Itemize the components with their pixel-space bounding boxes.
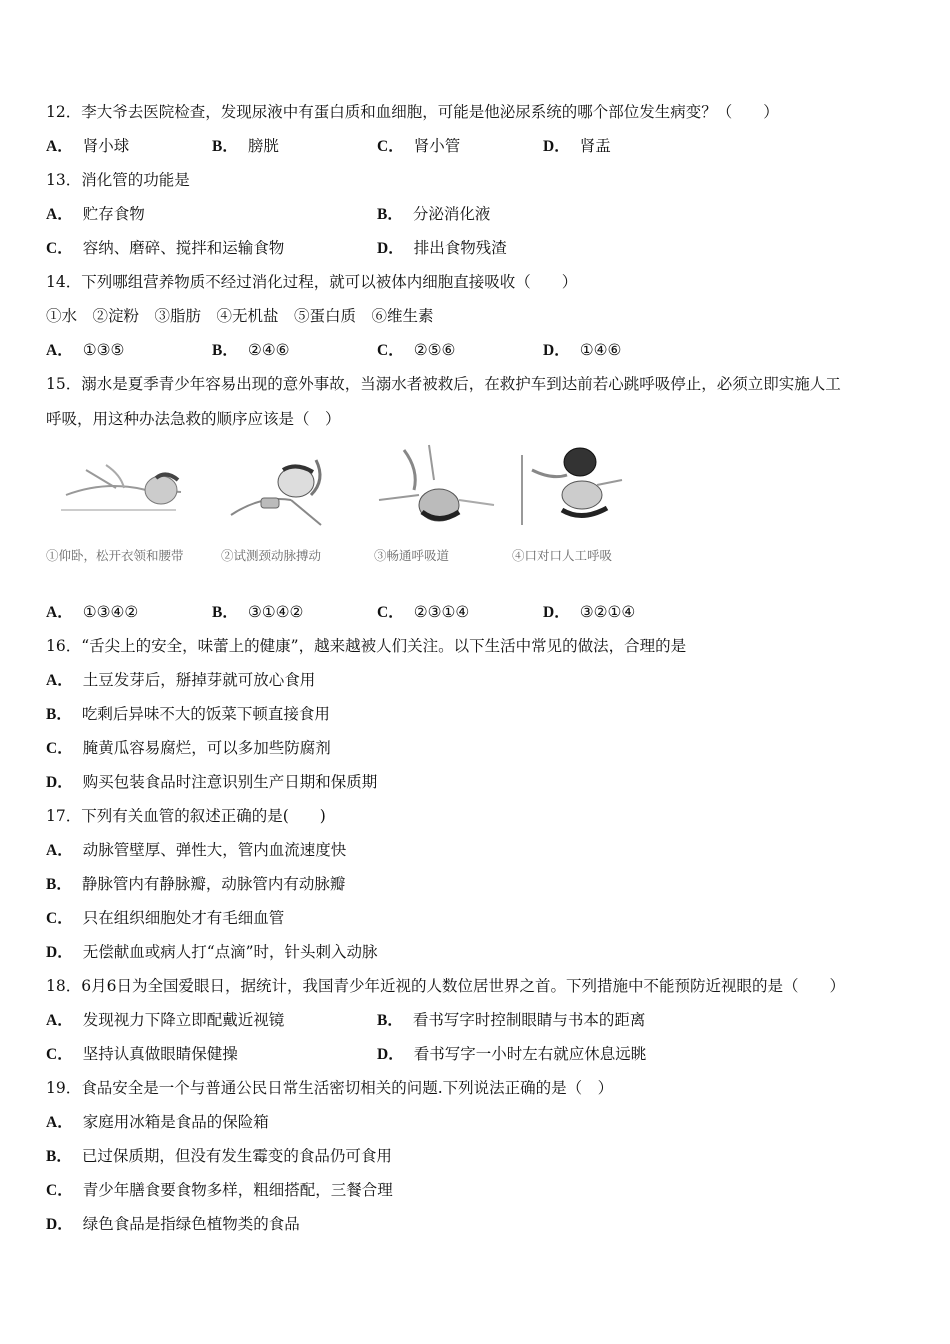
option-text: 静脉管内有静脉瓣，动脉管内有动脉瓣 [81, 875, 346, 893]
q18-option-c [46, 1044, 238, 1065]
figure-1-caption: ①仰卧，松开衣领和腰带 [46, 548, 184, 563]
option-label: A． [46, 1114, 73, 1131]
option-text: 购买包装食品时注意识别生产日期和保质期 [82, 773, 378, 791]
q13-option-b [377, 204, 490, 225]
option-text: ②③①④ [413, 603, 470, 621]
option-label: B． [212, 342, 238, 359]
option-text: ①③④② [82, 603, 139, 621]
q18-option-b [377, 1010, 645, 1031]
question-15-stem-line2: 呼吸，用这种办法急救的顺序应该是（ ） [46, 410, 341, 428]
q14-option-a [46, 340, 124, 361]
question-18-stem: 18．6月6日为全国爱眼日，据统计，我国青少年近视的人数位居世界之首。下列措施中不能预防近视眼的是（ ） [46, 977, 845, 995]
option-text: 坚持认真做眼睛保健操 [82, 1045, 238, 1063]
q16-option-b [46, 704, 330, 725]
option-text: ②④⑥ [247, 341, 290, 359]
option-text: 肾小球 [82, 137, 130, 155]
q19-option-b [46, 1146, 392, 1167]
first-aid-figures [46, 440, 626, 580]
option-text: ③②①④ [579, 603, 636, 621]
q12-option-c [377, 136, 460, 157]
q12-option-d [543, 136, 611, 157]
q17-option-d [46, 942, 378, 963]
option-text: 只在组织细胞处才有毛细血管 [82, 909, 285, 927]
option-label: A． [46, 604, 73, 621]
question-19-stem: 19．食品安全是一个与普通公民日常生活密切相关的问题.下列说法正确的是（ ） [46, 1079, 614, 1097]
question-15-stem-line1: 15．溺水是夏季青少年容易出现的意外事故，当溺水者被救后，在救护车到达前若心跳呼吸停止，必须立即实施人工 [46, 375, 841, 393]
question-14-items: ①水 ②淀粉 ③脂肪 ④无机盐 ⑤蛋白质 ⑥维生素 [46, 307, 434, 325]
option-text: 家庭用冰箱是食品的保险箱 [82, 1113, 269, 1131]
option-label: A． [46, 138, 73, 155]
option-label: D． [46, 1216, 73, 1233]
figure-4-mouth-to-mouth [512, 440, 652, 580]
option-label: A． [46, 672, 73, 689]
option-label: D． [46, 944, 73, 961]
mouth-to-mouth-illustration [512, 440, 652, 540]
pulse-check-illustration [221, 440, 361, 540]
option-text: 膀胱 [247, 137, 279, 155]
q13-option-a [46, 204, 145, 225]
option-label: C． [377, 604, 404, 621]
option-label: B． [46, 876, 72, 893]
figure-4-caption: ④口对口人工呼吸 [512, 548, 613, 563]
option-text: 土豆发芽后，掰掉芽就可放心食用 [82, 671, 316, 689]
question-17-stem: 17．下列有关血管的叙述正确的是( ) [46, 807, 326, 825]
q15-option-b [212, 602, 303, 623]
option-text: 看书写字一小时左右就应休息远眺 [413, 1045, 647, 1063]
option-text: 贮存食物 [82, 205, 145, 223]
option-text: 吃剩后异味不大的饭菜下顿直接食用 [81, 705, 330, 723]
option-text: 腌黄瓜容易腐烂，可以多加些防腐剂 [82, 739, 331, 757]
airway-illustration [374, 440, 514, 540]
question-12-stem: 12．李大爷去医院检查，发现尿液中有蛋白质和血细胞，可能是他泌尿系统的哪个部位发生病变？（ ） [46, 103, 779, 121]
q12-option-b [212, 136, 279, 157]
option-text: ①④⑥ [579, 341, 622, 359]
q17-option-c [46, 908, 284, 929]
q12-option-a [46, 136, 129, 157]
question-14-stem: 14．下列哪组营养物质不经过消化过程，就可以被体内细胞直接吸收（ ） [46, 273, 578, 291]
question-13-stem: 13．消化管的功能是 [46, 171, 190, 189]
q19-option-d [46, 1214, 300, 1235]
figure-2-pulse-check [221, 440, 361, 580]
figure-3-caption: ③畅通呼吸道 [374, 548, 450, 563]
option-label: B． [46, 706, 72, 723]
q15-option-a [46, 602, 138, 623]
q15-option-c [377, 602, 469, 623]
q18-option-d [377, 1044, 646, 1065]
figure-2-caption: ②试测颈动脉搏动 [221, 548, 322, 563]
option-label: D． [46, 774, 73, 791]
q14-option-d [543, 340, 621, 361]
option-text: 肾小管 [413, 137, 461, 155]
supine-illustration [46, 440, 186, 540]
option-text: 绿色食品是指绿色植物类的食品 [82, 1215, 300, 1233]
option-label: B． [46, 1148, 72, 1165]
option-text: 动脉管壁厚、弹性大，管内血流速度快 [82, 841, 347, 859]
option-label: B． [377, 1012, 403, 1029]
option-text: ①③⑤ [82, 341, 125, 359]
option-label: C． [377, 138, 404, 155]
option-label: D． [543, 342, 570, 359]
q17-option-b [46, 874, 345, 895]
option-label: C． [46, 910, 73, 927]
q14-option-b [212, 340, 290, 361]
figure-3-airway [374, 440, 514, 580]
q16-option-d [46, 772, 377, 793]
option-label: D． [377, 240, 404, 257]
option-text: 看书写字时控制眼睛与书本的距离 [412, 1011, 646, 1029]
option-text: 已过保质期，但没有发生霉变的食品仍可食用 [81, 1147, 392, 1165]
option-label: B． [377, 206, 403, 223]
q18-option-a [46, 1010, 284, 1031]
option-label: A． [46, 206, 73, 223]
option-label: D． [543, 604, 570, 621]
option-label: D． [377, 1046, 404, 1063]
option-label: A． [46, 842, 73, 859]
option-text: ②⑤⑥ [413, 341, 456, 359]
option-label: C． [46, 740, 73, 757]
option-text: 容纳、磨碎、搅拌和运输食物 [82, 239, 285, 257]
q13-option-d [377, 238, 507, 259]
option-text: 无偿献血或病人打“点滴”时，针头刺入动脉 [82, 943, 378, 961]
q16-option-a [46, 670, 315, 691]
option-text: 分泌消化液 [412, 205, 491, 223]
option-label: A． [46, 1012, 73, 1029]
option-label: C． [377, 342, 404, 359]
option-text: 发现视力下降立即配戴近视镜 [82, 1011, 285, 1029]
q19-option-c [46, 1180, 393, 1201]
option-label: C． [46, 1182, 73, 1199]
figure-1-supine [46, 440, 186, 580]
option-label: D． [543, 138, 570, 155]
option-text: 肾盂 [579, 137, 611, 155]
option-label: B． [212, 604, 238, 621]
q17-option-a [46, 840, 346, 861]
option-text: 青少年膳食要食物多样，粗细搭配，三餐合理 [82, 1181, 393, 1199]
q15-option-d [543, 602, 635, 623]
option-label: C． [46, 1046, 73, 1063]
q16-option-c [46, 738, 331, 759]
option-text: ③①④② [247, 603, 304, 621]
option-text: 排出食物残渣 [413, 239, 507, 257]
option-label: C． [46, 240, 73, 257]
q13-option-c [46, 238, 284, 259]
option-label: A． [46, 342, 73, 359]
option-label: B． [212, 138, 238, 155]
question-16-stem: 16．“舌尖上的安全，味蕾上的健康”，越来越被人们关注。以下生活中常见的做法，合理的是 [46, 637, 687, 655]
q19-option-a [46, 1112, 269, 1133]
q14-option-c [377, 340, 455, 361]
